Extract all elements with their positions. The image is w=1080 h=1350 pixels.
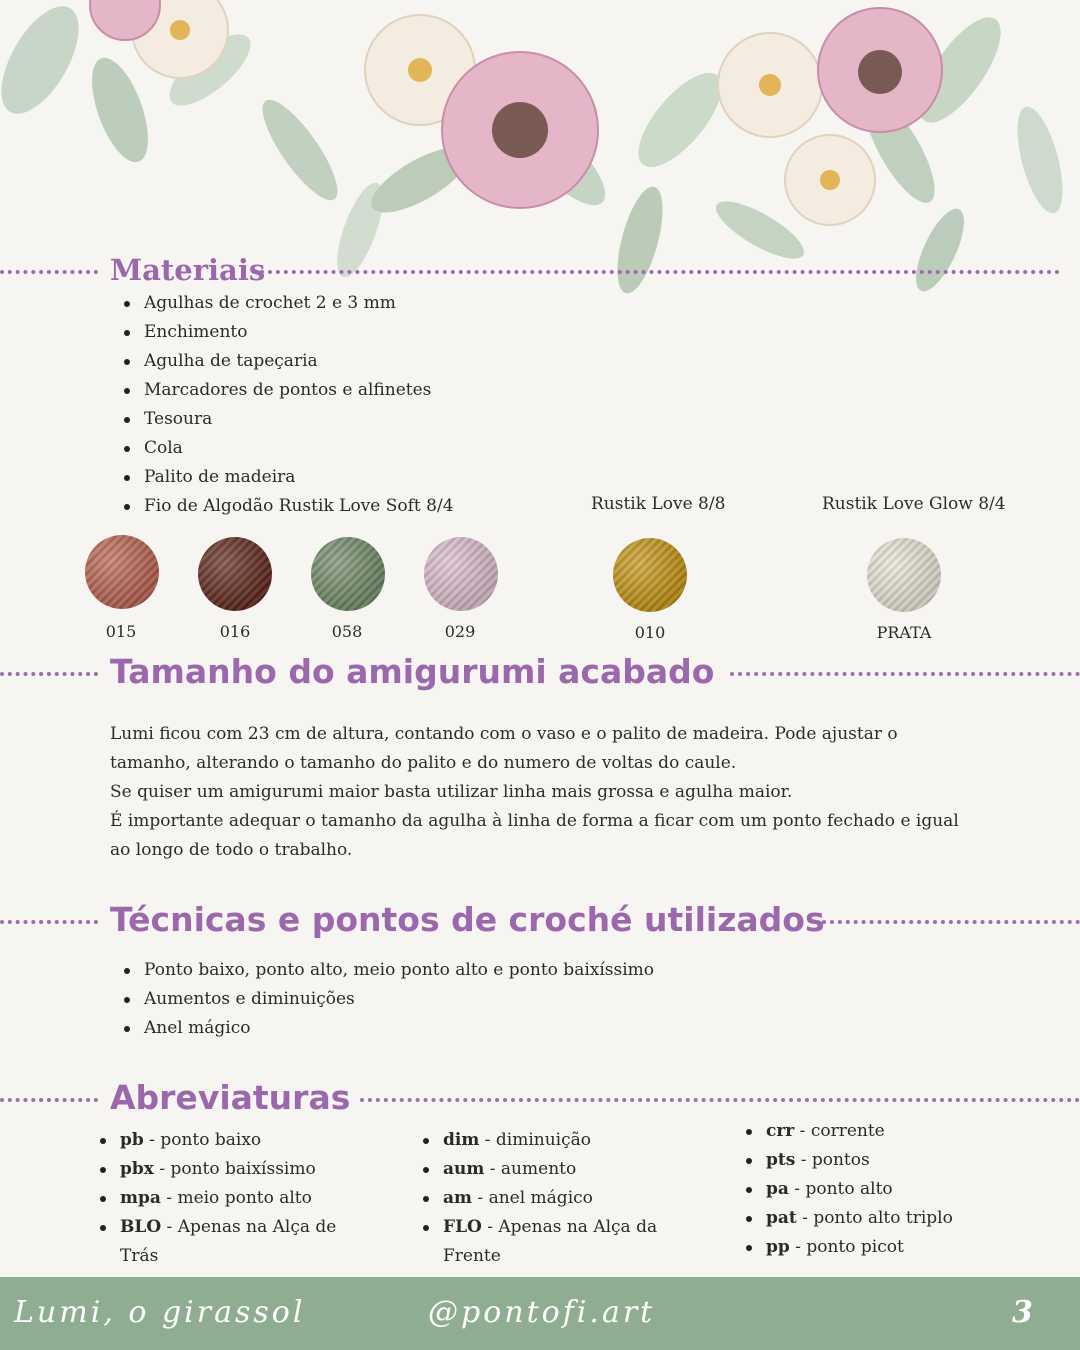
yarn-swatch [613,538,687,612]
list-item: pb - ponto baixo [98,1126,368,1155]
list-item: Marcadores de pontos e alfinetes [122,376,454,405]
yarn-swatch [198,537,272,611]
paragraph-text: É importante adequar o tamanho da agulha à linha de forma a ficar com um ponto fechado e igual ao longo de todo o trabalho. [110,811,959,860]
techniques-list [122,956,654,1043]
list-item: pbx - ponto baixíssimo [98,1155,368,1184]
footer-title: Lumi, o girassol [14,1295,306,1330]
list-item: Ponto baixo, ponto alto, meio ponto alto e ponto baixíssimo [122,956,654,985]
list-item: FLO - Apenas na Alça da Frente [421,1213,671,1271]
list-item: Anel mágico [122,1014,654,1043]
abbreviations-title: Abreviaturas [110,1078,351,1117]
yarn-swatch [424,537,498,611]
abbreviations-col-3 [744,1117,1044,1262]
dotted-divider [360,1098,1080,1102]
yarn-swatch [85,535,159,609]
size-title: Tamanho do amigurumi acabado [110,652,715,691]
list-item: BLO - Apenas na Alça de Trás [98,1213,368,1271]
dotted-divider [730,672,1080,676]
dotted-divider [0,920,98,924]
yarn-swatch [867,538,941,612]
yarn-code: 015 [105,622,137,641]
materials-title: Materiais [110,253,266,287]
yarn-code: 058 [331,622,363,641]
list-item: crr - corrente [744,1117,1044,1146]
yarn-code: PRATA [876,623,932,642]
yarn-code: 010 [634,623,666,642]
abbreviations-col-2 [421,1126,671,1271]
materials-header [0,250,1080,290]
list-item: dim - diminuição [421,1126,671,1155]
paragraph-text: Lumi ficou com 23 cm de altura, contando com o vaso e o palito de madeira. Pode ajustar o tamanho, alterando o tamanho do palito e do numero de voltas do caule. [110,724,898,773]
list-item: am - anel mágico [421,1184,671,1213]
list-item: pa - ponto alto [744,1175,1044,1204]
materials-list [122,289,454,521]
list-item: pts - pontos [744,1146,1044,1175]
list-item: Enchimento [122,318,454,347]
abbreviations-col-1 [98,1126,368,1271]
list-item: Fio de Algodão Rustik Love Soft 8/4 [122,492,454,521]
footer-handle: @pontofi.art [428,1295,656,1330]
dotted-divider [0,1098,98,1102]
list-item: Agulha de tapeçaria [122,347,454,376]
page-number: 3 [1012,1295,1036,1330]
footer-bar [0,1277,1080,1350]
dotted-divider [0,270,98,274]
list-item: Cola [122,434,454,463]
dotted-divider [822,920,1080,924]
size-paragraph [110,720,970,865]
paragraph-text: Se quiser um amigurumi maior basta utilizar linha mais grossa e agulha maior. [110,782,793,802]
size-header [0,652,1080,692]
yarn-swatch [311,537,385,611]
abbreviations-header [0,1078,1080,1118]
dotted-divider [260,270,1060,274]
list-item: Aumentos e diminuições [122,985,654,1014]
list-item: mpa - meio ponto alto [98,1184,368,1213]
list-item: pat - ponto alto triplo [744,1204,1044,1233]
list-item: Palito de madeira [122,463,454,492]
list-item: Tesoura [122,405,454,434]
yarn-line-rustik-love: Rustik Love 8/8 [591,494,726,514]
dotted-divider [0,672,98,676]
list-item: aum - aumento [421,1155,671,1184]
techniques-title: Técnicas e pontos de croché utilizados [110,900,825,939]
list-item: Agulhas de crochet 2 e 3 mm [122,289,454,318]
yarn-code: 016 [219,622,251,641]
list-item: pp - ponto picot [744,1233,1044,1262]
yarn-code: 029 [444,622,476,641]
techniques-header [0,900,1080,940]
yarn-line-rustik-love-glow: Rustik Love Glow 8/4 [822,494,1006,514]
